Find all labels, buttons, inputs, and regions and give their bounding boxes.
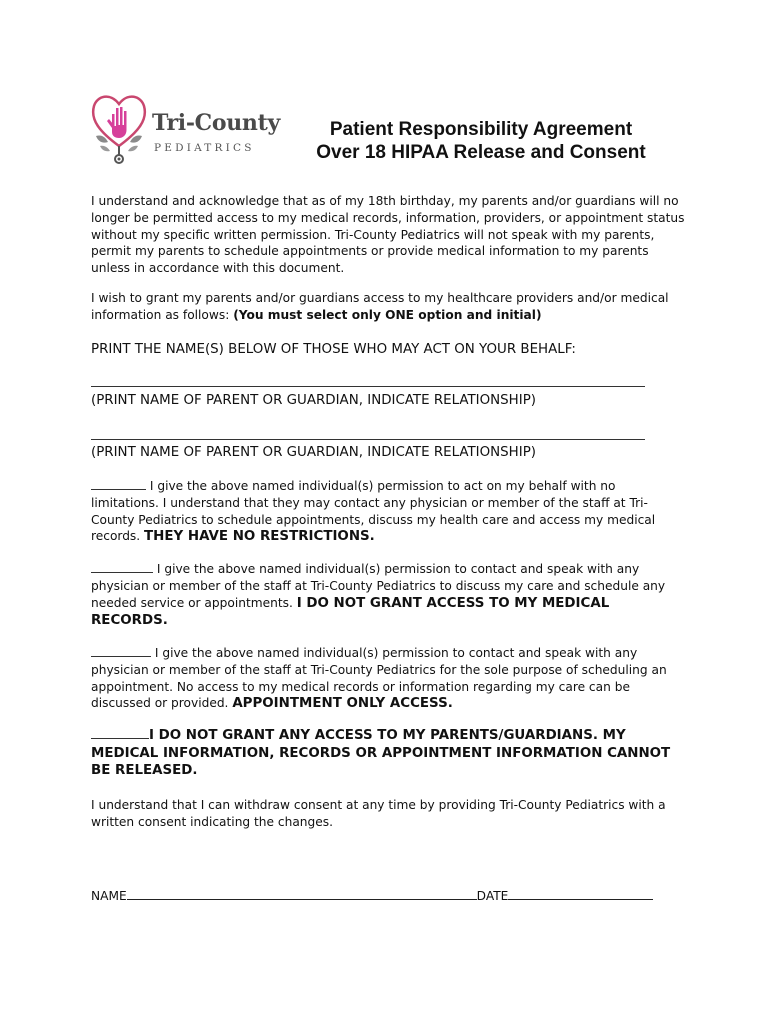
option-bold: I DO NOT GRANT ANY ACCESS TO MY PARENTS/GUARDIANS. MY MEDICAL INFORMATION, RECORDS OR APPOINTMENT INFORMATION CANNOT BE RELEASED. [91, 728, 671, 778]
heart-stethoscope-icon [86, 88, 152, 168]
title-line-2: Over 18 HIPAA Release and Consent [316, 142, 646, 163]
name-entry-line-1[interactable] [91, 386, 645, 387]
option-no-restrictions [91, 478, 687, 546]
grant-text: I wish to grant my parents and/or guardians access to my healthcare providers and/or medical information as follows: [91, 291, 669, 322]
tri-county-pediatrics-logo [86, 88, 282, 168]
document-title [290, 118, 672, 164]
name-entry-label-1: (PRINT NAME OF PARENT OR GUARDIAN, INDICATE RELATIONSHIP) [91, 393, 536, 408]
initial-blank[interactable] [91, 478, 146, 490]
logo-subtitle: PEDIATRICS [154, 142, 255, 154]
withdraw-paragraph: I understand that I can withdraw consent at any time by providing Tri-County Pediatrics with a written consent indicating the changes. [91, 798, 666, 829]
title-line-1: Patient Responsibility Agreement [329, 119, 633, 140]
date-label: DATE [476, 889, 509, 903]
initial-blank[interactable] [91, 561, 153, 573]
option-bold: THEY HAVE NO RESTRICTIONS. [144, 529, 375, 545]
option-text: I give the above named individual(s) permission to contact and speak with any physician or member of the staff at Tri-County Pediatrics to discuss my care and schedule any needed service or appointments. [91, 562, 666, 610]
option-bold: APPOINTMENT ONLY ACCESS. [232, 696, 453, 712]
grant-instruction: (You must select only ONE option and initial) [233, 307, 542, 322]
intro-paragraph: I understand and acknowledge that as of my 18th birthday, my parents and/or guardians will no longer be permitted access to my medical records, information, providers, or appointment status without my specific written permission. Tri-County Pediatrics will not speak with my parents, permit my parents to schedule appointments or provide medical information to my parents unless in accordance with this document. [91, 194, 685, 276]
name-signature-line[interactable] [127, 887, 477, 900]
initial-blank[interactable] [91, 645, 151, 657]
initial-blank[interactable] [91, 727, 149, 739]
option-text: I give the above named individual(s) permission to contact and speak with any physician or member of the staff at Tri-County Pediatrics for the sole purpose of scheduling an appointment. No access to my medical records or information regarding my care can be discussed or provided. [91, 646, 667, 711]
print-names-heading: PRINT THE NAME(S) BELOW OF THOSE WHO MAY ACT ON YOUR BEHALF: [91, 342, 576, 357]
signature-row [91, 887, 653, 904]
option-appointment-only [91, 645, 687, 713]
logo-wordmark: Tri-County [152, 110, 280, 136]
option-bold: I DO NOT GRANT ACCESS TO MY MEDICAL RECORDS. [91, 595, 610, 629]
date-line[interactable] [508, 887, 653, 900]
option-no-records [91, 561, 687, 630]
name-label: NAME [91, 889, 127, 903]
option-no-access [91, 727, 687, 780]
grant-paragraph [91, 290, 687, 324]
name-entry-line-2[interactable] [91, 439, 645, 440]
option-text: I give the above named individual(s) permission to act on my behalf with no limitations. I understand that they may contact any physician or member of the staff at Tri-County Pediatrics to schedule appointments, discuss my health care and access my medical records. [91, 479, 656, 544]
name-entry-label-2: (PRINT NAME OF PARENT OR GUARDIAN, INDICATE RELATIONSHIP) [91, 445, 536, 460]
